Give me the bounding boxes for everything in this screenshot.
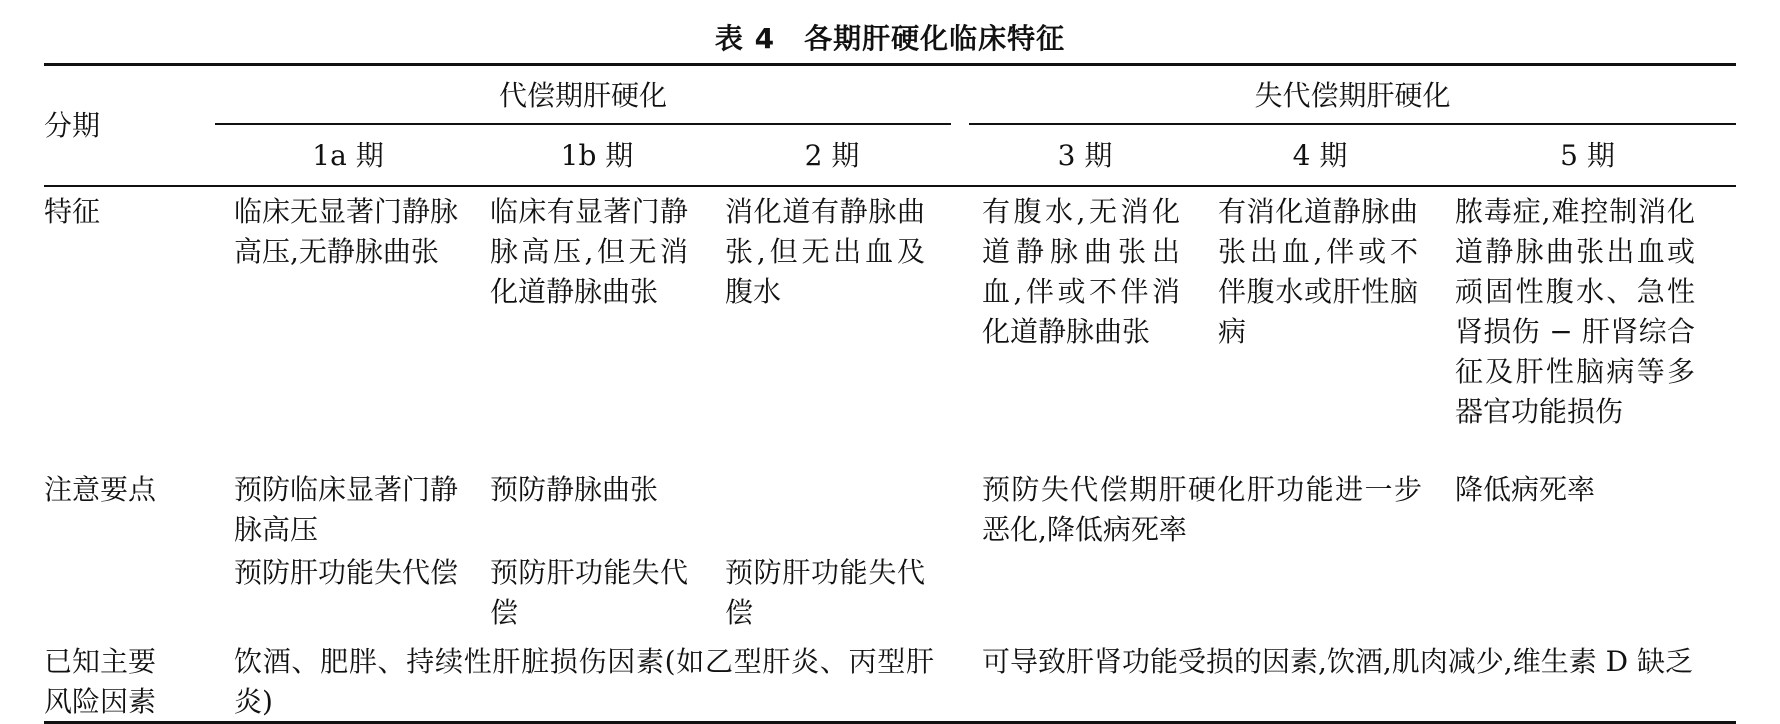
features-stage-2: 消化道有静脉曲张,但无出血及腹水 [725, 195, 925, 308]
stage-header-5: 5 期 [1560, 139, 1615, 172]
risk-factors-decompensated: 可导致肝肾功能受损的因素,饮酒,肌肉减少,维生素 D 缺乏 [982, 645, 1693, 678]
compensated-group-rule [215, 123, 951, 125]
row-label-features: 特征 [44, 195, 101, 228]
notes-stage-1a-line2: 预防肝功能失代偿 [234, 556, 459, 589]
features-stage-4: 有消化道静脉曲张出血,伴或不伴腹水或肝性脑病 [1218, 195, 1418, 348]
notes-stage-1b-line1: 预防静脉曲张 [490, 473, 659, 506]
row-label-risk-line2: 风险因素 [44, 685, 157, 718]
decompensated-group-rule [969, 123, 1736, 125]
stage-header-label: 分期 [44, 109, 101, 142]
stage-header-1b: 1b 期 [560, 139, 634, 172]
notes-stage-5-line1: 降低病死率 [1455, 473, 1596, 506]
stage-header-1a: 1a 期 [312, 139, 384, 172]
notes-stage-3-4-line1: 预防失代偿期肝硬化肝功能进一步恶化,降低病死率 [982, 473, 1422, 546]
group-header-decompensated: 失代偿期肝硬化 [1254, 79, 1451, 112]
group-header-compensated: 代偿期肝硬化 [498, 79, 667, 112]
row-label-notes: 注意要点 [44, 473, 157, 506]
stage-header-2: 2 期 [804, 139, 860, 172]
risk-factors-compensated: 饮酒、肥胖、持续性肝脏损伤因素(如乙型肝炎、丙型肝炎) [234, 645, 934, 718]
table-top-rule [44, 63, 1736, 66]
notes-stage-2-line2: 预防肝功能失代偿 [725, 556, 925, 629]
stage-header-4: 4 期 [1292, 139, 1348, 172]
notes-stage-1b-line2: 预防肝功能失代偿 [490, 556, 688, 629]
stage-header-3: 3 期 [1057, 139, 1113, 172]
features-stage-3: 有腹水,无消化道静脉曲张出血,伴或不伴消化道静脉曲张 [982, 195, 1180, 348]
table-caption: 表 4 各期肝硬化临床特征 [714, 22, 1066, 55]
notes-stage-1a-line1: 预防临床显著门静脉高压 [234, 473, 459, 546]
row-label-risk-line1: 已知主要 [44, 645, 157, 678]
features-stage-5: 脓毒症,难控制消化道静脉曲张出血或顽固性腹水、急性肾损伤 − 肝肾综合征及肝性脑病等多器官功能损伤 [1455, 195, 1695, 428]
features-stage-1b: 临床有显著门静脉高压,但无消化道静脉曲张 [490, 195, 688, 308]
header-bottom-rule [44, 185, 1736, 187]
features-stage-1a: 临床无显著门静脉高压,无静脉曲张 [234, 195, 459, 268]
